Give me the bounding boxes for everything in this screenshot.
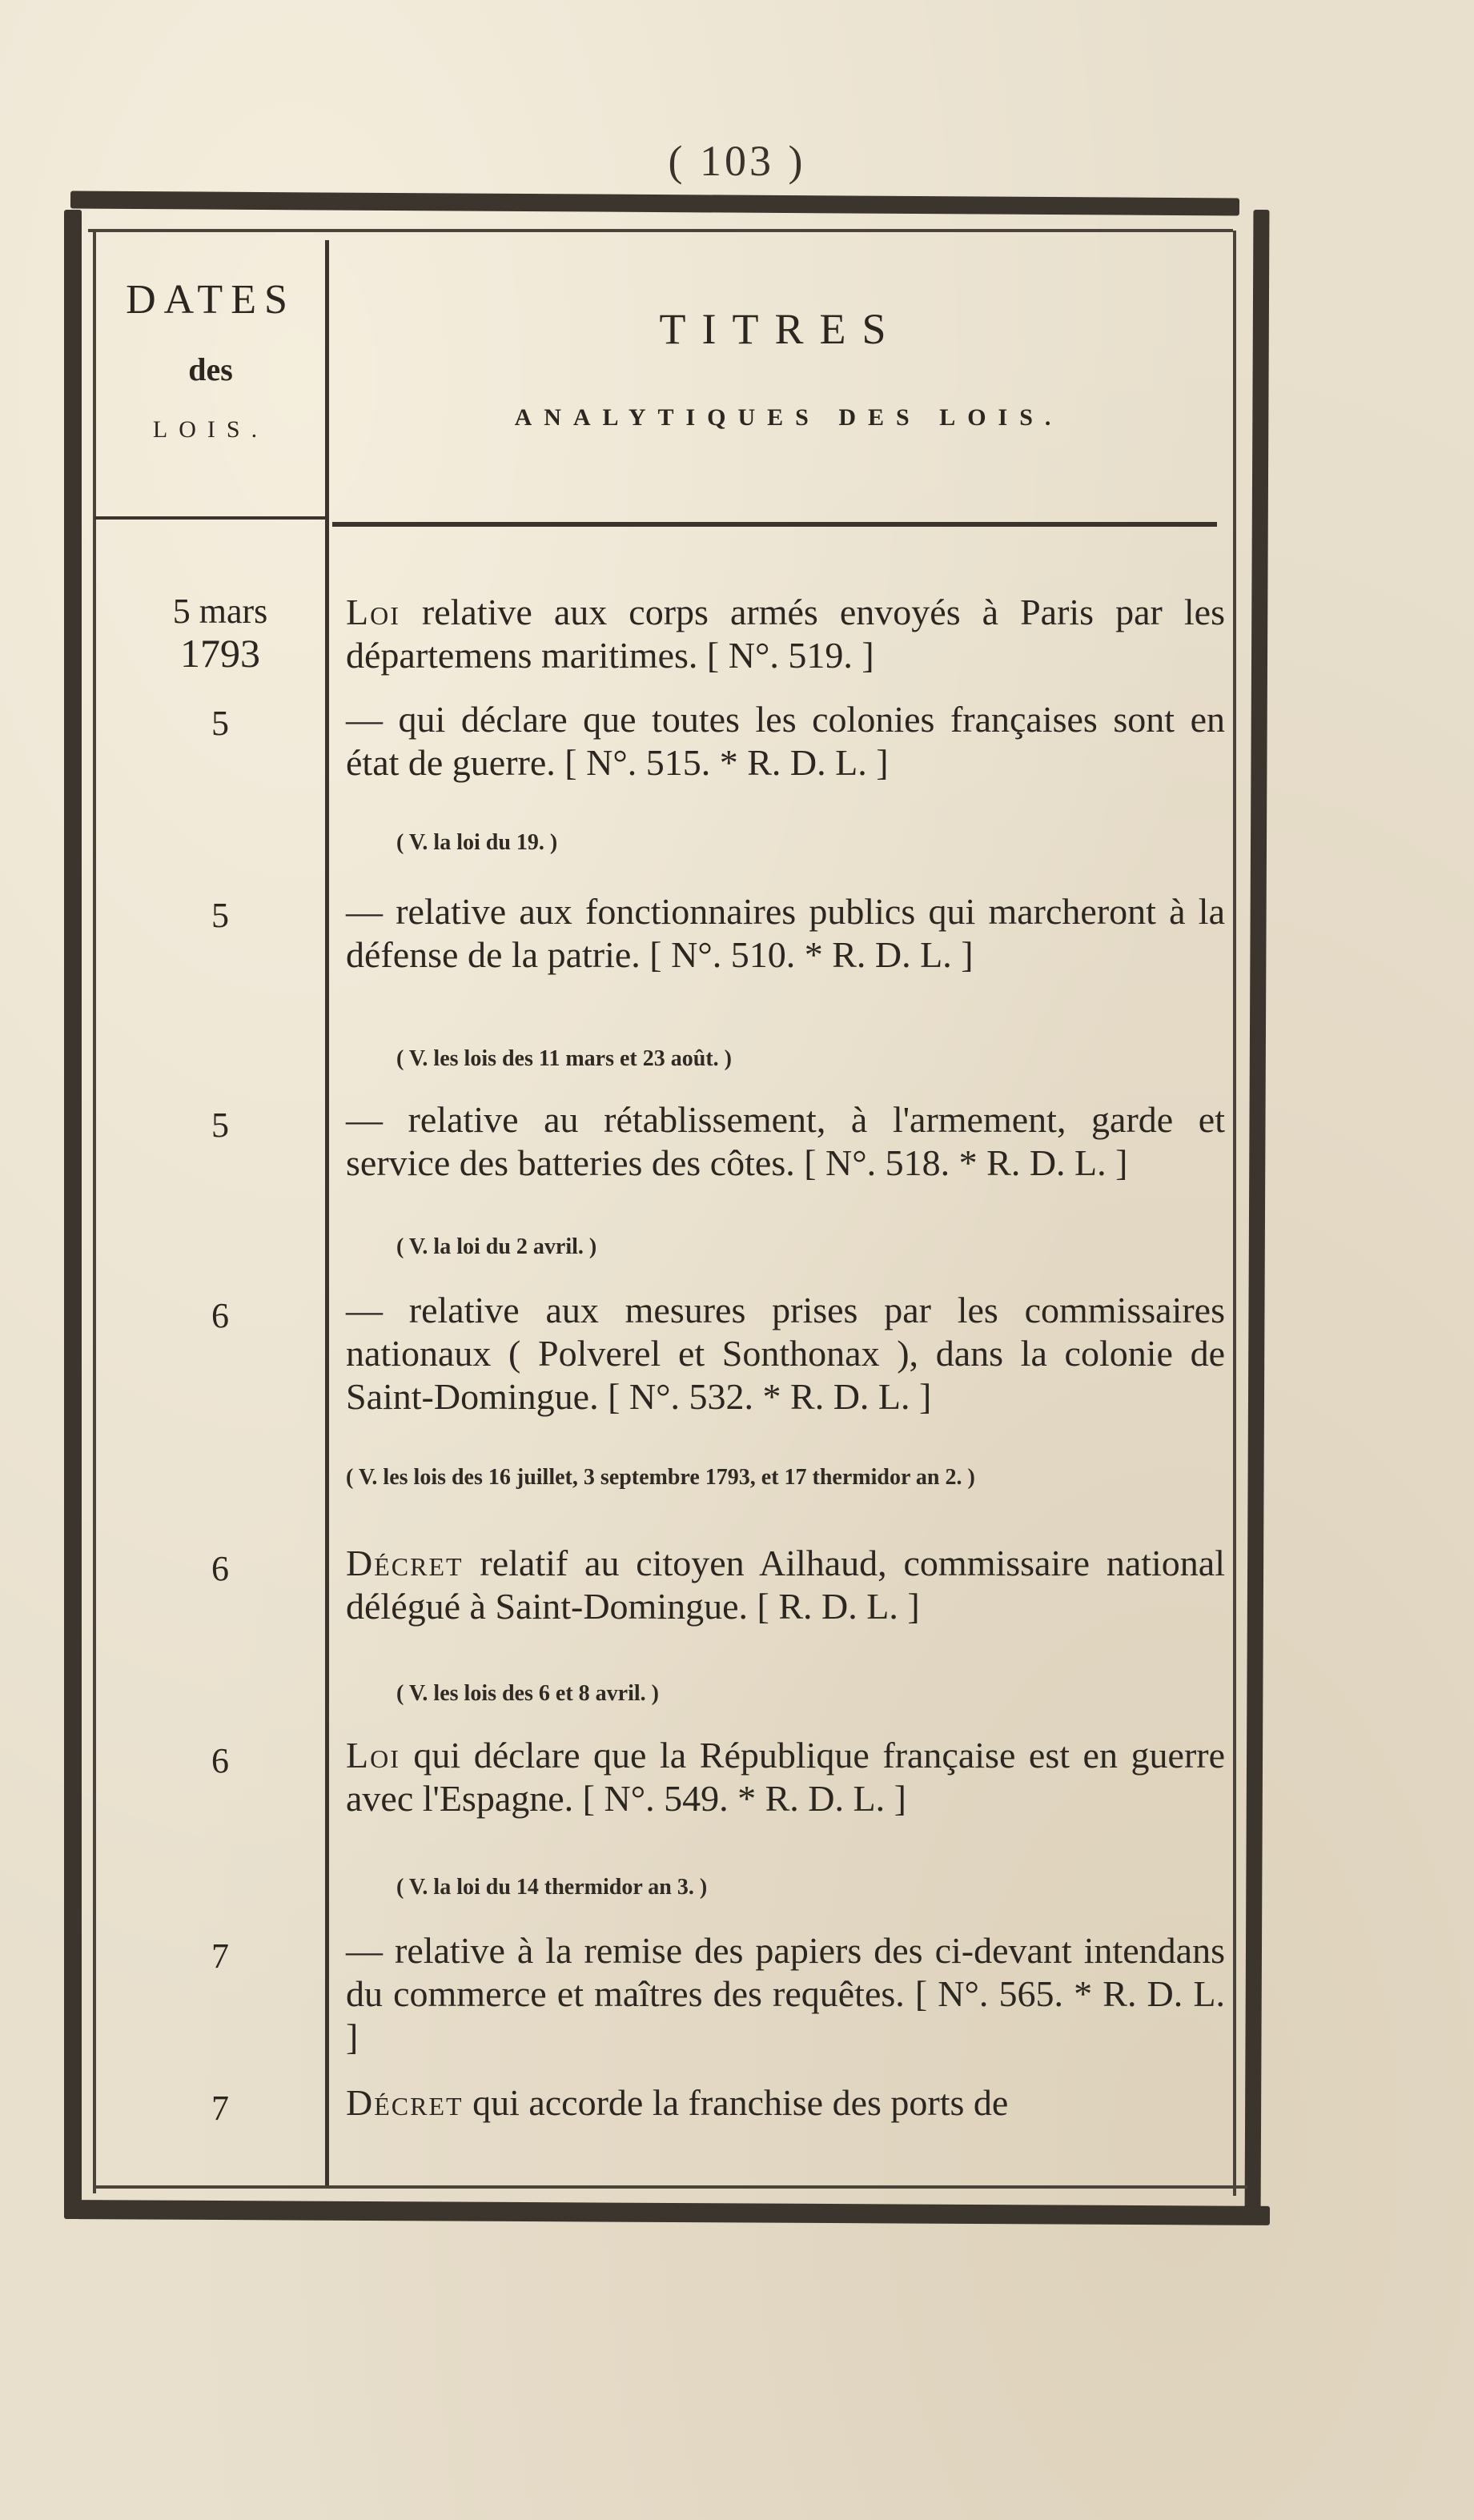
entry-body: — relative au rétablissement, à l'armement, garde et service des batteries des côtes. [ N°. 518. * R. D. L. ] [346,1099,1225,1183]
entry-date: 5 [211,896,229,935]
entry-date: 5 [211,704,229,743]
frame-left-inner-rule [93,232,96,2193]
entry-body: qui accorde la franchise des ports de [463,2082,1009,2123]
frame-left-border [64,210,82,2219]
entry-date: 6 [211,1549,229,1588]
entry-body: — qui déclare que toutes les colonies françaises sont en état de guerre. [ N°. 515. * R. D. L. ] [346,699,1225,783]
entry-lead: Loi [346,592,400,632]
entry-date: 6 [211,1296,229,1335]
frame-bottom-border [77,2200,1270,2225]
entry-body: — relative à la remise des papiers des ci-devant intendans du commerce et maîtres des requêtes. [ N°. 565. * R. D. L. ] [346,1930,1225,2057]
frame-top-border [70,191,1239,216]
entry-date-year: 1793 [180,631,260,676]
header-lois: LOIS. [152,416,269,443]
entry-date [120,591,320,674]
frame-bottom-inner-rule [94,2185,1247,2189]
entry-text [346,1098,1225,1185]
entry-text [346,698,1225,784]
entry-body: qui déclare que la République française est en guerre avec l'Espagne. [ N°. 549. * R. D. L. ] [346,1735,1225,1819]
entry-date: 7 [211,1936,229,1976]
entry-text [346,890,1225,977]
frame-right-inner-rule [1233,231,1236,2196]
entry-note: ( V. la loi du 19. ) [396,830,558,855]
entry-note: ( V. la loi du 14 thermidor an 3. ) [396,1875,708,1900]
entry-text [346,1929,1225,2059]
entry-date-day: 5 mars [172,592,268,631]
entry-date: 7 [211,2089,229,2128]
header-analytiques: ANALYTIQUES DES LOIS. [514,404,1063,431]
entry-note: ( V. les lois des 11 mars et 23 août. ) [396,1046,732,1071]
entry-lead: Décret [346,1543,464,1583]
header-titres: TITRES [659,305,902,353]
column-divider [325,240,329,2185]
entry-note: ( V. la loi du 2 avril. ) [396,1234,597,1259]
entry-text [346,1734,1225,1820]
entry-body: — relative aux fonctionnaires publics qui marcheront à la défense de la patrie. [ N°. 510. * R. D. L. ] [346,891,1225,975]
entry-lead: Décret [346,2082,464,2123]
header-dates: DATES [126,277,295,323]
entry-note: ( V. les lois des 16 juillet, 3 septembre 1793, et 17 thermidor an 2. ) [346,1465,975,1490]
header-rule-dates [94,516,325,520]
entry-date: 6 [211,1741,229,1780]
entry-date: 5 [211,1106,229,1145]
frame-top-inner-rule [88,229,1233,232]
page-number: ( 103 ) [668,137,806,185]
header-rule-titles [332,522,1217,527]
entry-text [346,2081,1225,2125]
entry-text [346,1542,1225,1628]
entry-body: relative aux corps armés envoyés à Paris par les départemens maritimes. [ N°. 519. ] [346,592,1225,676]
entry-text [346,1289,1225,1419]
entry-lead: Loi [346,1735,400,1776]
frame-right-border [1245,210,1270,2219]
entry-text [346,591,1225,677]
entry-note: ( V. les lois des 6 et 8 avril. ) [396,1681,659,1706]
entry-body: — relative aux mesures prises par les commissaires nationaux ( Polverel et Sonthonax ), dans la colonie de Saint-Domingue. [ N°. 532. * R. D. L. ] [346,1290,1225,1417]
entry-body: relatif au citoyen Ailhaud, commissaire national délégué à Saint-Domingue. [ R. D. L. ] [346,1543,1225,1627]
header-des: des [188,351,233,387]
